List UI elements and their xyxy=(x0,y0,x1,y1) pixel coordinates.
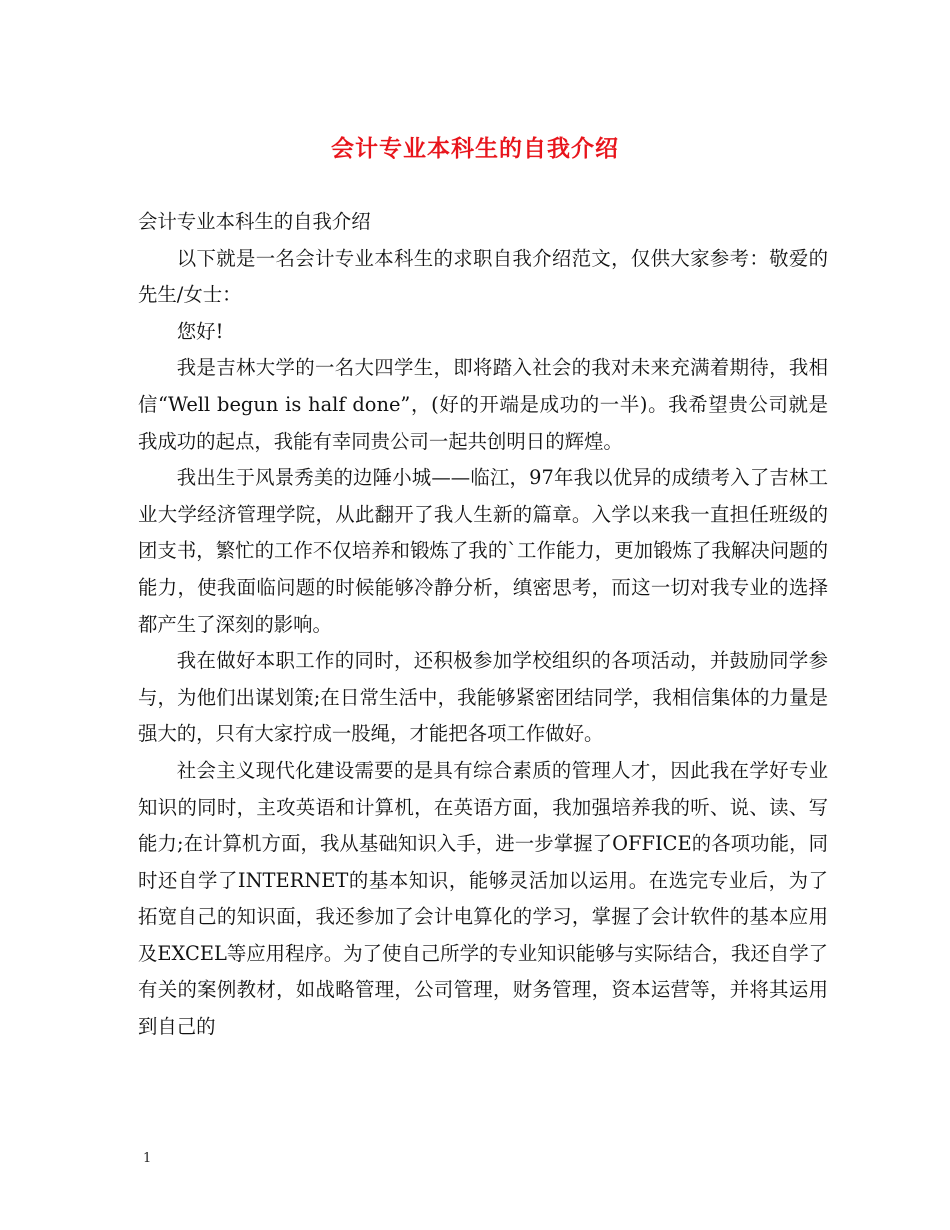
document-title: 会计专业本科生的自我介绍 xyxy=(331,135,619,162)
body-heading: 会计专业本科生的自我介绍 xyxy=(138,210,371,233)
body-paragraph: 我是吉林大学的一名大四学生，即将踏入社会的我对未来充满着期待，我相信“Well begun is half done”，(好的开端是成功的一半)。我希望贵公司就是我成功的起点，我能有幸同贵公司一起共创明日的辉煌。 xyxy=(138,356,828,453)
page-number: 1 xyxy=(143,1151,152,1166)
greeting-paragraph: 您好! xyxy=(176,319,224,343)
body-paragraph: 我出生于风景秀美的边陲小城——临江，97年我以优异的成绩考入了吉林工业大学经济管理学院，从此翻开了我人生新的篇章。入学以来我一直担任班级的团支书，繁忙的工作不仅培养和锻炼了我的`工作能力，更加锻炼了我解决问题的能力，使我面临问题的时候能够冷静分析，缜密思考，而这一切对我专业的选择都产生了深刻的影响。 xyxy=(138,466,828,636)
intro-paragraph: 以下就是一名会计专业本科生的求职自我介绍范文，仅供大家参考：敬爱的先生/女士： xyxy=(138,246,828,307)
document-body xyxy=(138,204,828,1046)
body-paragraph: 社会主义现代化建设需要的是具有综合素质的管理人才，因此我在学好专业知识的同时，主攻英语和计算机，在英语方面，我加强培养我的听、说、读、写能力;在计算机方面，我从基础知识入手，进一步掌握了OFFICE的各项功能，同时还自学了INTERNET的基本知识，能够灵活加以运用。在选完专业后，为了拓宽自己的知识面，我还参加了会计电算化的学习，掌握了会计软件的基本应用及EXCEL等应用程序。为了使自己所学的专业知识能够与实际结合，我还自学了有关的案例教材，如战略管理，公司管理，财务管理，资本运营等，并将其运用到自己的 xyxy=(138,758,828,1039)
body-paragraph: 我在做好本职工作的同时，还积极参加学校组织的各项活动，并鼓励同学参与，为他们出谋划策;在日常生活中，我能够紧密团结同学，我相信集体的力量是强大的，只有大家拧成一股绳，才能把各项工作做好。 xyxy=(138,649,828,746)
